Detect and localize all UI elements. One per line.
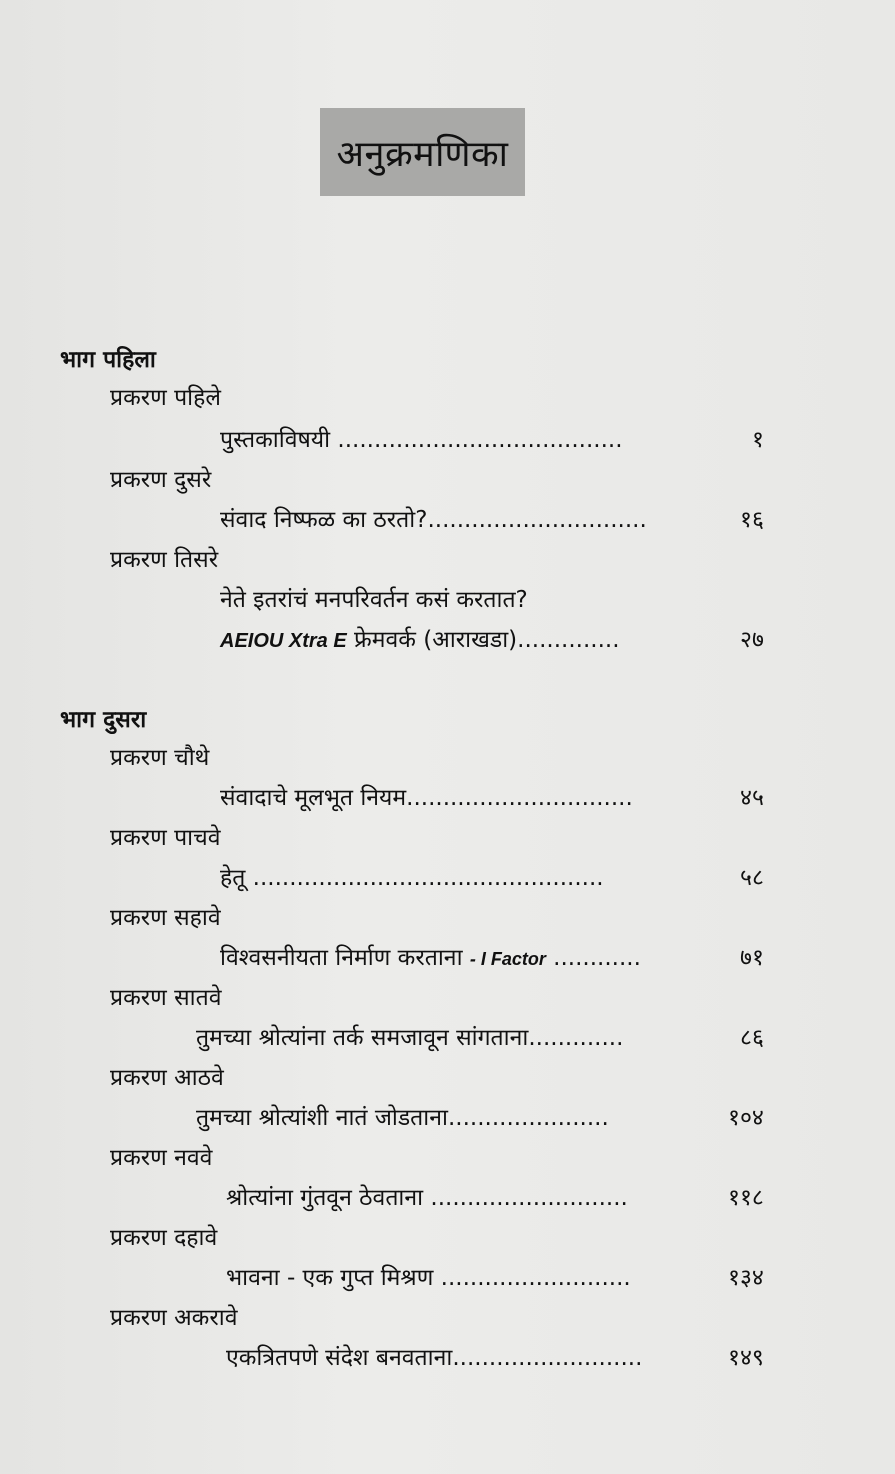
entry-title: संवादाचे मूलभूत नियम............................... — [220, 785, 633, 811]
part-heading: भाग पहिला — [60, 347, 156, 373]
chapter-label: प्रकरण अकरावे — [110, 1305, 238, 1331]
entry-title: विश्वसनीयता निर्माण करताना — [220, 945, 463, 971]
chapter-label: प्रकरण दहावे — [110, 1225, 218, 1251]
toc-entry — [220, 622, 620, 654]
chapter-label: प्रकरण तिसरे — [110, 547, 219, 573]
toc-entry — [220, 780, 633, 812]
entry-title: एकत्रितपणे संदेश बनवताना.......................... — [226, 1345, 643, 1371]
entry-dots: ............ — [553, 945, 641, 971]
entry-title: भावना - एक गुप्त मिश्रण .......................... — [226, 1265, 631, 1291]
page-number: २७ — [740, 627, 764, 653]
page-number: ११८ — [728, 1185, 764, 1211]
entry-title: पुस्तकाविषयी ....................................... — [220, 427, 623, 453]
chapter-label: प्रकरण पहिले — [110, 385, 221, 411]
toc-entry — [220, 860, 604, 892]
toc-entry — [226, 1260, 631, 1292]
toc-entry — [226, 1180, 628, 1212]
chapter-label: प्रकरण नववे — [110, 1145, 213, 1171]
entry-title: तुमच्या श्रोत्यांना तर्क समजावून सांगताना............. — [196, 1025, 624, 1051]
chapter-label: प्रकरण चौथे — [110, 745, 210, 771]
contents-title: अनुक्रमणिका — [336, 133, 509, 175]
chapter-label: प्रकरण दुसरे — [110, 467, 212, 493]
toc-entry — [220, 502, 647, 534]
entry-title: फ्रेमवर्क (आराखडा).............. — [354, 627, 620, 653]
chapter-label: प्रकरण आठवे — [110, 1065, 224, 1091]
entry-tag: AEIOU Xtra E — [220, 630, 347, 652]
toc-entry — [196, 1020, 623, 1052]
toc-entry — [220, 422, 623, 454]
page-number: १६ — [740, 507, 764, 533]
entry-title: हेतू ................................................ — [220, 865, 604, 891]
toc-entry — [226, 1340, 642, 1372]
page-number: ८६ — [740, 1025, 764, 1051]
page-number: ७१ — [740, 945, 764, 971]
toc-entry — [196, 1100, 609, 1132]
chapter-label: प्रकरण सहावे — [110, 905, 221, 931]
page-number: १०४ — [728, 1105, 764, 1131]
entry-title: संवाद निष्फळ का ठरतो?.............................. — [220, 507, 647, 533]
entry-title: तुमच्या श्रोत्यांशी नातं जोडताना...................... — [196, 1105, 609, 1131]
contents-title-box — [320, 108, 525, 196]
page-number: १ — [752, 427, 764, 453]
entry-tag: - I Factor — [469, 949, 546, 969]
page-number: ४५ — [740, 785, 764, 811]
toc-entry — [220, 940, 641, 972]
toc-entry-line: नेते इतरांचं मनपरिवर्तन कसं करतात? — [220, 587, 528, 613]
chapter-label: प्रकरण सातवे — [110, 985, 222, 1011]
entry-title: श्रोत्यांना गुंतवून ठेवताना ........................... — [226, 1185, 628, 1211]
page-number: १४९ — [728, 1345, 764, 1371]
page-number: ५८ — [740, 865, 764, 891]
chapter-label: प्रकरण पाचवे — [110, 825, 221, 851]
page-number: १३४ — [728, 1265, 764, 1291]
part-heading: भाग दुसरा — [60, 707, 147, 733]
